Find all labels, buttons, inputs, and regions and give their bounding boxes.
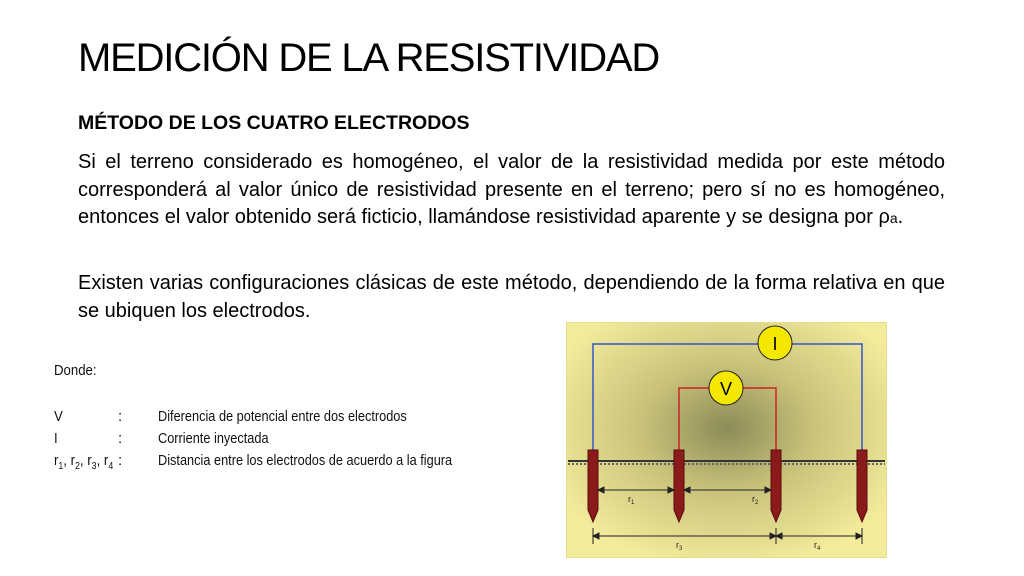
rho-subscript: a (889, 210, 898, 226)
paragraph-end: . (897, 206, 904, 228)
electrode-4 (857, 450, 867, 522)
r3-label: $r_3$ (676, 540, 683, 552)
slide-subtitle: MÉTODO DE LOS CUATRO ELECTRODOS (78, 112, 470, 134)
voltage-meter-label: V (719, 379, 733, 399)
legend-description: Diferencia de potencial entre dos electrodos (158, 408, 407, 425)
legend-colon: : (118, 408, 123, 425)
slide-title: MEDICIÓN DE LA RESISTIVIDAD (78, 36, 660, 80)
legend-row-i (54, 430, 494, 450)
four-electrode-diagram (566, 322, 887, 558)
r4-label: $r_4$ (814, 540, 821, 552)
legend-heading: Donde: (54, 362, 97, 379)
electrode-2 (674, 450, 684, 522)
legend-colon: : (118, 452, 123, 469)
legend-symbol: V (54, 408, 63, 425)
current-meter (758, 326, 792, 360)
legend-description: Corriente inyectada (158, 430, 269, 447)
electrode-3 (771, 450, 781, 522)
r1-label: $r_1$ (628, 494, 635, 506)
paragraph-configurations: Existen varias configuraciones clásicas de este método, dependiendo de la forma relativa en que se ubiquen los electrodos. (78, 272, 945, 322)
legend-row-r (54, 452, 494, 472)
diagram-background (566, 322, 887, 558)
legend-colon: : (118, 430, 123, 447)
voltage-meter (709, 371, 743, 405)
legend-symbol: I (54, 430, 58, 447)
paragraph-homogeneous (78, 149, 945, 233)
electrode-1 (588, 450, 598, 522)
r2-label: $r_2$ (752, 494, 759, 506)
legend-description: Distancia entre los electrodos de acuerdo a la figura (158, 452, 453, 469)
current-meter-label: I (772, 334, 778, 354)
legend-symbol: $r_1$, $r_2$, $r_3$, $r_4$ (54, 452, 114, 472)
paragraph-text: Si el terreno considerado es homogéneo, el valor de la resistividad medida por este método corresponderá al valor único de resistividad presente en el terreno; pero sí no es homogéneo, entonces el valor obtenido será ficticio, llamándose resistividad aparente y se designa por ρ (78, 151, 945, 228)
legend-row-v (54, 408, 494, 428)
